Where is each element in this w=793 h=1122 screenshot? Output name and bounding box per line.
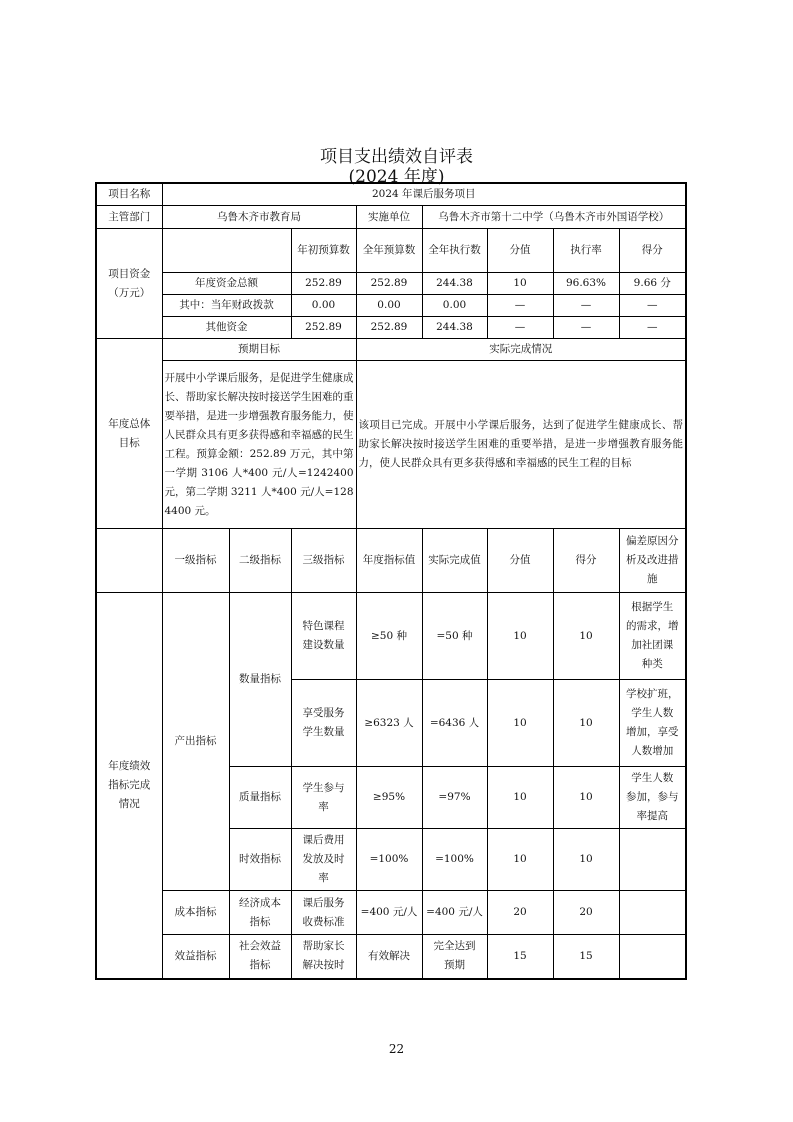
third-indicator: 课后费用 发放及时 率 [291, 829, 356, 891]
goals-label: 年度总体 目标 [96, 339, 162, 529]
indicators-header: 得分 [553, 529, 619, 593]
funds-cell: 0.00 [422, 295, 487, 317]
deviation-note [619, 829, 686, 891]
econ-cost-indicator-label: 经济成本 指标 [229, 891, 291, 935]
funds-header: 得分 [619, 229, 686, 273]
score: 10 [553, 829, 619, 891]
benefit-indicator-label: 效益指标 [162, 935, 229, 979]
score: 20 [553, 891, 619, 935]
target-value: ≥6323 人 [356, 680, 422, 767]
funds-header-blank [162, 229, 291, 273]
funds-header: 全年执行数 [422, 229, 487, 273]
deviation-note: 根据学生 的需求，增 加社团课 种类 [619, 593, 686, 680]
funds-cell: 10 [487, 273, 553, 295]
target-value: =100% [356, 829, 422, 891]
funds-header: 全年预算数 [356, 229, 422, 273]
indicators-header: 偏差原因分析及改进措施 [619, 529, 686, 593]
score: 10 [553, 767, 619, 829]
third-indicator: 帮助家长 解决按时 [291, 935, 356, 979]
indicators-header: 三级指标 [291, 529, 356, 593]
funds-header: 分值 [487, 229, 553, 273]
funds-header-row [96, 229, 686, 273]
indicators-header: 分值 [487, 529, 553, 593]
actual-value: =97% [422, 767, 487, 829]
score-max: 10 [487, 680, 553, 767]
output-indicator-label: 产出指标 [162, 593, 229, 891]
indicator-row [96, 935, 686, 979]
funds-row [96, 273, 686, 295]
goals-header-row [96, 339, 686, 361]
indicators-header: 二级指标 [229, 529, 291, 593]
target-value: ≥50 种 [356, 593, 422, 680]
score: 10 [553, 680, 619, 767]
project-value: 2024 年课后服务项目 [162, 183, 686, 206]
third-indicator: 享受服务 学生数量 [291, 680, 356, 767]
score: 10 [553, 593, 619, 680]
third-indicator: 课后服务 收费标准 [291, 891, 356, 935]
score-max: 20 [487, 891, 553, 935]
funds-cell: — [619, 295, 686, 317]
funds-cell: 0.00 [291, 295, 356, 317]
actual-value: =100% [422, 829, 487, 891]
third-indicator: 特色课程 建设数量 [291, 593, 356, 680]
indicator-row [96, 891, 686, 935]
score-max: 10 [487, 593, 553, 680]
funds-cell: — [553, 317, 619, 339]
funds-cell: 252.89 [291, 273, 356, 295]
score: 15 [553, 935, 619, 979]
funds-cell: — [553, 295, 619, 317]
project-row [96, 183, 686, 206]
page-title: 项目支出绩效自评表 [320, 147, 473, 167]
cost-indicator-label: 成本指标 [162, 891, 229, 935]
target-value: =400 元/人 [356, 891, 422, 935]
score-max: 10 [487, 829, 553, 891]
funds-cell: 9.66 分 [619, 273, 686, 295]
funds-cell: 252.89 [291, 317, 356, 339]
indicators-label: 年度绩效 指标完成 情况 [96, 593, 162, 979]
funds-label: 项目资金 （万元） [96, 229, 162, 339]
funds-header: 执行率 [553, 229, 619, 273]
funds-row-label: 年度资金总额 [162, 273, 291, 295]
funds-cell: 252.89 [356, 317, 422, 339]
indicators-header-row [96, 529, 686, 593]
funds-row [96, 295, 686, 317]
social-indicator-label: 社会效益 指标 [229, 935, 291, 979]
actual-value: =400 元/人 [422, 891, 487, 935]
impl-value: 乌鲁木齐市第十二中学（乌鲁木齐市外国语学校） [422, 206, 686, 229]
funds-row-label: 其中：当年财政拨款 [162, 295, 291, 317]
page-subtitle: (2024 年度) [348, 167, 445, 187]
funds-row-label: 其他资金 [162, 317, 291, 339]
project-label: 项目名称 [96, 183, 162, 206]
page-number: 22 [388, 1042, 405, 1056]
score-max: 10 [487, 767, 553, 829]
score-max: 15 [487, 935, 553, 979]
funds-cell: — [619, 317, 686, 339]
actual-completion-text: 该项目已完成。开展中小学课后服务，达到了促进学生健康成长、帮助家长解决按时接送学生困难的重要举措，是进一步增强教育服务能力，使人民群众具有更多获得感和幸福感的民生工程的目标 [356, 361, 686, 529]
expected-goal-label: 预期目标 [162, 339, 356, 361]
dept-label: 主管部门 [96, 206, 162, 229]
deviation-note: 学生人数 参加，参与 率提高 [619, 767, 686, 829]
deviation-note [619, 935, 686, 979]
performance-table [95, 182, 687, 980]
expected-goal-text: 开展中小学课后服务，是促进学生健康成长、帮助家长解决按时接送学生困难的重要举措，是进一步增强教育服务能力，使人民群众具有更多获得感和幸福感的民生工程。预算金额：252.89 万元，其中第一学期 3106 人*400 元/人=1242400 元，第二学期 3211 人*400 元/人=1284400 元。 [162, 361, 356, 529]
funds-header: 年初预算数 [291, 229, 356, 273]
third-indicator: 学生参与 率 [291, 767, 356, 829]
goals-content-row [96, 361, 686, 529]
funds-cell: 244.38 [422, 273, 487, 295]
dept-row [96, 206, 686, 229]
indicators-header: 实际完成值 [422, 529, 487, 593]
funds-cell: 96.63% [553, 273, 619, 295]
funds-cell: 244.38 [422, 317, 487, 339]
quality-indicator-label: 质量指标 [229, 767, 291, 829]
actual-value: =50 种 [422, 593, 487, 680]
impl-label: 实施单位 [356, 206, 422, 229]
actual-value: 完全达到 预期 [422, 935, 487, 979]
indicators-header: 一级指标 [162, 529, 229, 593]
funds-cell: 252.89 [356, 273, 422, 295]
target-value: ≥95% [356, 767, 422, 829]
funds-cell: — [487, 295, 553, 317]
target-value: 有效解决 [356, 935, 422, 979]
actual-completion-label: 实际完成情况 [356, 339, 686, 361]
funds-cell: 0.00 [356, 295, 422, 317]
funds-cell: — [487, 317, 553, 339]
funds-row [96, 317, 686, 339]
quantity-indicator-label: 数量指标 [229, 593, 291, 767]
indicator-row [96, 593, 686, 680]
actual-value: =6436 人 [422, 680, 487, 767]
indicators-header-blank [96, 529, 162, 593]
dept-value: 乌鲁木齐市教育局 [162, 206, 356, 229]
indicators-header: 年度指标值 [356, 529, 422, 593]
deviation-note [619, 891, 686, 935]
time-indicator-label: 时效指标 [229, 829, 291, 891]
deviation-note: 学校扩班， 学生人数 增加，享受 人数增加 [619, 680, 686, 767]
